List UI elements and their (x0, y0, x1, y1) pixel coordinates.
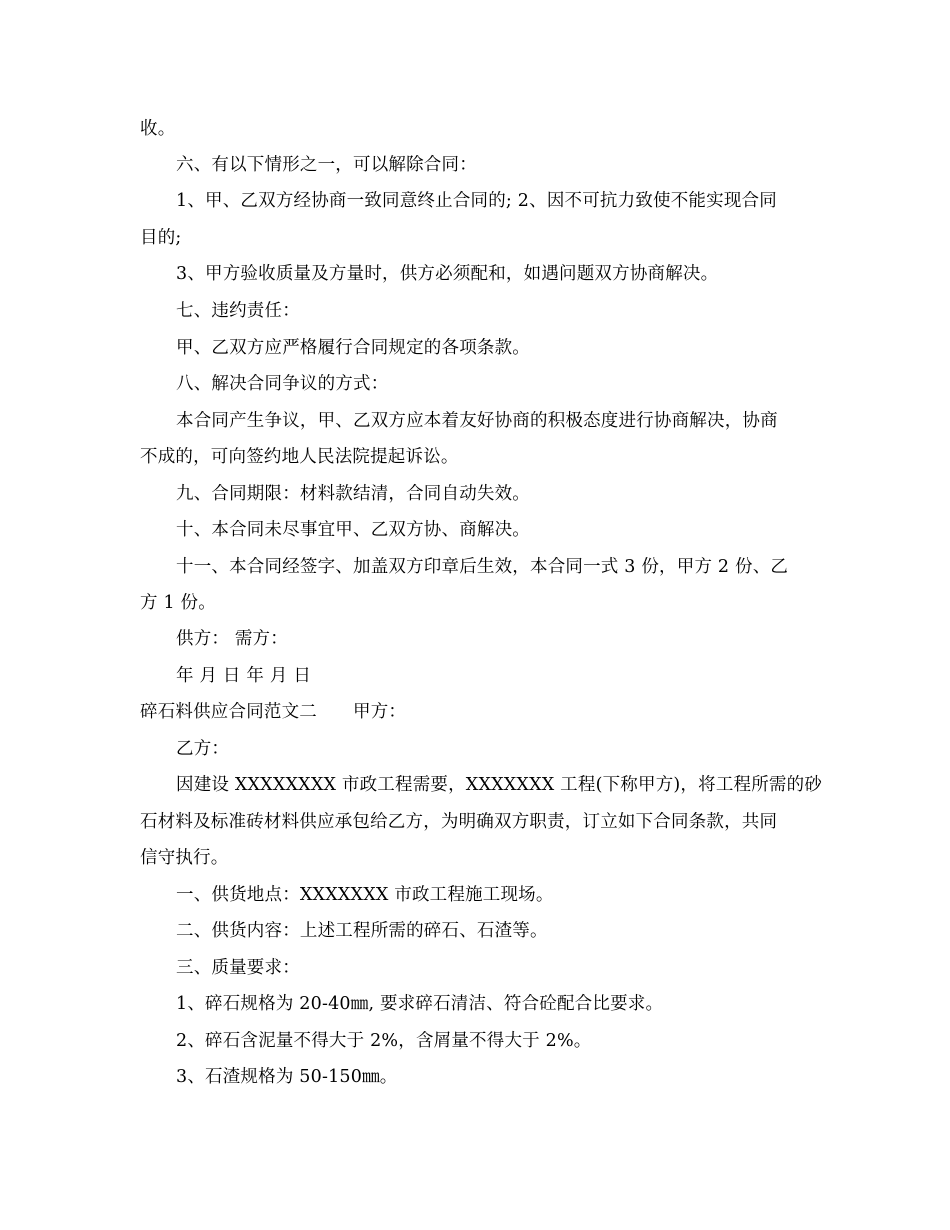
text-line: 3、石渣规格为 50-150㎜。 (176, 1067, 398, 1087)
text-line: 收。 (140, 119, 176, 139)
text-line: 八、解决合同争议的方式： (176, 374, 389, 394)
text-line: 信守执行。 (140, 848, 229, 868)
text-line: 方 1 份。 (140, 593, 216, 613)
text-line: 目的; (140, 228, 182, 248)
text-line: 3、甲方验收质量及方量时，供方必须配和，如遇问题双方协商解决。 (176, 264, 719, 284)
text-line: 1、碎石规格为 20-40㎜, 要求碎石清洁、符合砼配合比要求。 (176, 994, 664, 1014)
text-line: 1、甲、乙双方经协商一致同意终止合同的; 2、因不可抗力致使不能实现合同 (176, 191, 777, 211)
party-a-label: 甲方： (353, 702, 407, 722)
text-line: 一、供货地点：XXXXXXX 市政工程施工现场。 (176, 885, 554, 905)
text-line: 甲、乙双方应严格履行合同规定的各项条款。 (176, 338, 530, 358)
text-line: 三、质量要求： (176, 958, 300, 978)
text-line: 不成的，可向签约地人民法院提起诉讼。 (140, 447, 459, 467)
section-heading (140, 700, 406, 724)
text-line: 2、碎石含泥量不得大于 2%，含屑量不得大于 2%。 (176, 1031, 592, 1051)
text-line: 因建设 XXXXXXXX 市政工程需要，XXXXXXX 工程(下称甲方)，将工程所需的砂 (176, 775, 823, 795)
text-line: 九、合同期限：材料款结清，合同自动失效。 (176, 484, 530, 504)
text-line: 十一、本合同经签字、加盖双方印章后生效，本合同一式 3 份，甲方 2 份、乙 (176, 557, 789, 577)
signature-parties: 供方： 需方： (176, 629, 288, 649)
party-b-label: 乙方： (176, 739, 230, 759)
signature-dates: 年 月 日 年 月 日 (176, 666, 312, 686)
text-line: 二、供货内容：上述工程所需的碎石、石渣等。 (176, 921, 548, 941)
text-line: 七、违约责任： (176, 301, 300, 321)
text-line: 石材料及标准砖材料供应承包给乙方，为明确双方职责，订立如下合同条款，共同 (140, 812, 778, 832)
text-line: 十、本合同未尽事宜甲、乙双方协、商解决。 (176, 520, 530, 540)
text-line: 六、有以下情形之一，可以解除合同： (176, 155, 477, 175)
text-line: 本合同产生争议，甲、乙双方应本着友好协商的积极态度进行协商解决，协商 (176, 411, 778, 431)
heading-title: 碎石料供应合同范文二 (140, 702, 317, 722)
